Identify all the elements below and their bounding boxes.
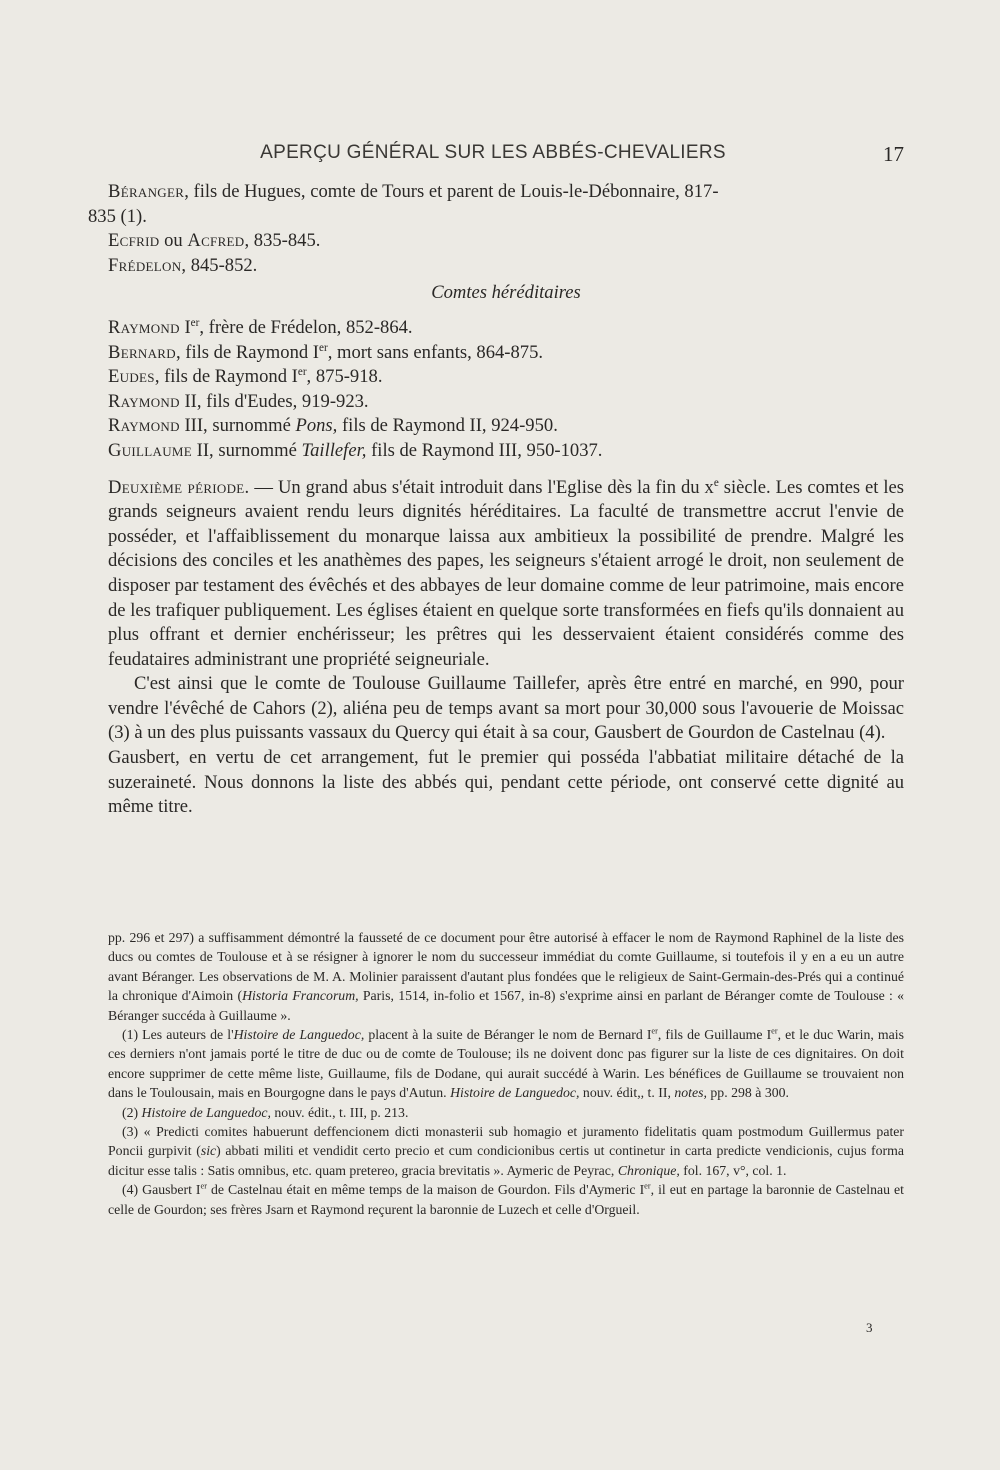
signature-mark: 3 [866, 1320, 873, 1335]
main-text [88, 180, 905, 820]
footnote-3: (3) « Predicti comites habuerunt deffencionem dicti monasterii sub homagio et juramento fidelitatis quam postmodum Guillermus pater Poncii gurpivit (sic) abbati militi et vendidit certo precio et cum condicionibus certis ut continetur in carta predicte vendicionis, cujus forma dicitur esse talis : Satis omnibus, etc. quam pretereo, gracia brevitatis ». Aymeric de Peyrac, Chronique, fol. 167, v°, col. 1. [108, 1124, 904, 1178]
page-header [108, 142, 904, 168]
paragraph: Deuxième période. — Un grand abus s'était introduit dans l'Eglise dès la fin du $x^e$ siècle. Les comtes et les grands seigneurs avaient rendu leurs dignités héréditaires. La faculté de transmettre accrut l'envie de posséder, et l'affaiblissement du monarque laissa aux ambitieux la possibilité de prendre. Malgré les décisions des conciles et les anathèmes des papes, les seigneurs s'étaient arrogé le droit, non seulement de disposer par testament des évêchés et des abbayes de leur domaine comme de leur patrimoine, mais encore de les trafiquer publiquement. Les églises étaient en quelque sorte transformées en fiefs qu'ils donnaient au plus offrant et dernier enchérisseur; les prêtres qui les desservaient étaient considérés comme des feudataires administrant une propriété seigneuriale. [108, 476, 905, 670]
running-title: APERÇU GÉNÉRAL SUR LES ABBÉS-CHEVALIERS [260, 142, 726, 163]
paragraph: C'est ainsi que le comte de Toulouse Guillaume Taillefer, après être entré en marché, en 990, pour vendre l'évêché de Cahors (2), aliéna peu de temps avant sa mort pour 30,000 sous l'avouerie de Moissac (3) à un des plus puissants vassaux du Quercy qui était à sa cour, Gausbert de Gourdon de Castelnau (4). [108, 673, 904, 744]
list-item: Raymond Ier, frère de Frédelon, 852-864. [108, 316, 413, 338]
section-heading: Comtes héréditaires [431, 282, 581, 304]
list-item: Frédelon, 845-852. [108, 254, 258, 276]
list-item: Raymond II, fils d'Eudes, 919-923. [108, 390, 369, 412]
list-item: Béranger, fils de Hugues, comte de Tours et parent de Louis-le-Débonnaire, 817- [108, 181, 719, 202]
footnote-2: (2) Histoire de Languedoc, nouv. édit., t. III, p. 213. [122, 1104, 409, 1120]
list-item: Guillaume II, surnommé Taillefer, fils de Raymond III, 950-1037. [108, 439, 603, 461]
page-number: 17 [883, 142, 904, 166]
list-item: Bernard, fils de Raymond Ier, mort sans enfants, 864-875. [108, 341, 544, 363]
list-item: Eudes, fils de Raymond Ier, 875-918. [108, 365, 383, 388]
footnote-4: (4) Gausbert Ier de Castelnau était en même temps de la maison de Gourdon. Fils d'Aymeric Ier, il eut en partage la baronnie de Castelnau et celle de Gourdon; ses frères Jsarn et Raymond reçurent la baronnie de Luzech et celle d'Orgueil. [108, 1181, 904, 1217]
list-item: Ecfrid ou Acfred, 835-845. [108, 230, 321, 252]
list-item: 835 (1). [88, 205, 147, 227]
paragraph: Gausbert, en vertu de cet arrangement, fut le premier qui posséda l'abbatiat militaire détaché de la suzeraineté. Nous donnons la liste des abbés qui, pendant cette période, ont conservé cette dignité au même titre. [108, 747, 904, 818]
footnote-continuation: pp. 296 et 297) a suffisamment démontré la fausseté de ce document pour être autorisé à effacer le nom de Raymond Raphinel de la liste des ducs ou comtes de Toulouse et à se résigner à ignorer le nom du successeur immédiat du comte Guillaume, si toutefois il y en a eu un autre avant Béranger. Les observations de M. A. Molinier paraissent d'autant plus fondées que le religieux de Saint-Germain-des-Prés qui a continué la chronique d'Aimoin (Historia Francorum, Paris, 1514, in-folio et 1567, in-8) s'exprime ainsi en parlant de Béranger comte de Toulouse : « Béranger succéda à Guillaume ». [108, 930, 905, 1023]
list-item: Raymond III, surnommé Pons, fils de Raymond II, 924-950. [108, 415, 558, 437]
spacer [108, 464, 904, 476]
footnote-1: (1) Les auteurs de l'Histoire de Languedoc, placent à la suite de Béranger le nom de Bernard Ier, fils de Guillaume Ier, et le duc Warin, mais ces derniers n'ont jamais porté le titre de duc ou de comte de Toulouse; ils ne doivent donc pas figurer sur la liste de ces dignitaires. On doit encore supprimer de cette même liste, Guillaume, fils de Dodane, qui aurait succédé à Warin. Les bénéfices de Guillaume se trouvaient non dans le Toulousain, mais en Bourgogne dans le pays d'Autun. Histoire de Languedoc, nouv. édit,, t. II, notes, pp. 298 à 300. [108, 1026, 904, 1101]
footnotes [108, 928, 904, 1219]
